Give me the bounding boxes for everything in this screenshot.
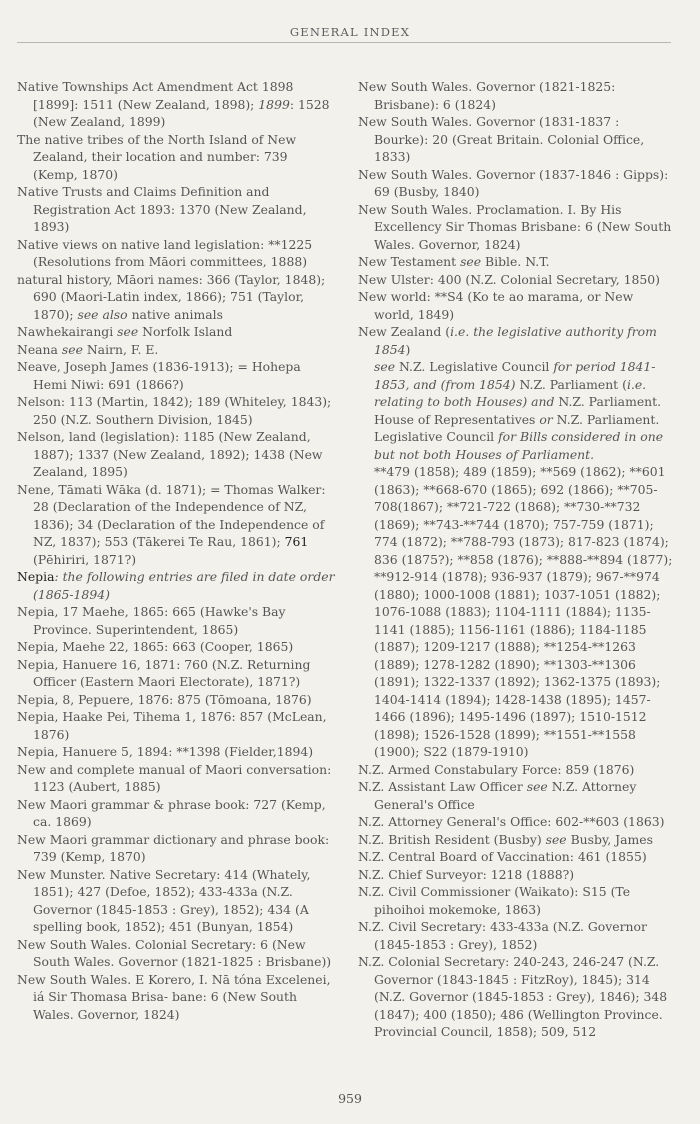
entry-text: New Maori grammar dictionary and phrase book: 739 (Kemp, 1870) [17,831,330,864]
entry-text: Bible. N.T. [481,254,550,269]
entry-text: see [374,359,396,374]
entry-text: native animals [127,306,223,322]
index-entry [17,691,335,709]
index-column-right [358,78,676,1041]
index-entry [17,936,335,971]
entry-text: New South Wales. Governor (1837-1846 : Gipps): 69 (Busby, 1840) [358,166,669,199]
index-entry [17,428,335,481]
index-entry [17,831,335,866]
index-entry [358,78,676,113]
index-entry [17,866,335,936]
entry-text: N.Z. Civil Secretary: 433-433a (N.Z. Governor (1845-1853 : Grey), 1852) [358,919,647,952]
entry-text: natural history, Māori names: 366 (Taylor, 1848); 690 (Maori-Latin index, 1866); 751 (Taylor, 1870); [17,271,326,322]
entry-italic: i.e. the legislative authority from 1854 [374,324,657,357]
entry-text: or [539,411,553,427]
index-entry [358,463,676,761]
entry-text: for Bills considered in one but not both Houses of Parliament. [374,429,664,462]
entry-text: Nelson, land (legislation): 1185 (New Zealand, 1887); 1337 (New Zealand, 1892); 1438 (New Zealand, 1895) [17,429,323,479]
entry-text: Native Townships Act Amendment Act 1898 [1899]: 1511 (New Zealand, 1898); [17,79,294,112]
entry-text: ) [405,341,411,357]
entry-text: N.Z. Civil Commissioner (Waikato): S15 (Te pihoihoi mokemoke, 1863) [358,884,631,917]
entry-text: Neave, Joseph James (1836-1913); = Hohepa Hemi Niwi: 691 (1866?) [17,359,301,392]
header-rule [17,42,671,43]
index-entry [17,656,335,691]
index-entry [17,78,335,131]
entry-bold: 761 [284,534,309,549]
entry-text: New Maori grammar & phrase book: 727 (Kemp, ca. 1869) [17,796,326,829]
index-entry [358,761,676,779]
index-entry [17,236,335,271]
entry-text: Native Trusts and Claims Definition and Registration Act 1893: 1370 (New Zealand, 1893) [17,184,307,234]
index-entry [17,796,335,831]
entry-text: New Zealand ( [358,324,451,339]
entry-text: Norfolk Island [138,324,233,339]
index-entry [17,708,335,743]
entry-text: New South Wales. Colonial Secretary: 6 (New South Wales. Governor (1821-1825 : Brisbane)) [17,936,332,969]
entry-text: : 1528 (New Zealand, 1899) [33,96,330,129]
entry-text: N.Z. British Resident (Busby) [358,831,546,847]
entry-italic: see [460,254,482,269]
entry-text: N.Z. Central Board of Vaccination: 461 (1855) [358,849,647,864]
entry-text: Native views on native land legislation: **1225 (Resolutions from Māori committees, 1888) [17,236,313,269]
page-number: 959 [338,1091,362,1106]
entry-text: N.Z. Armed Constabulary Force: 859 (1876) [358,761,635,777]
entry-text: N.Z. Parliament. House of Representatives [374,394,662,427]
index-entry [358,918,676,953]
entry-italic: see [117,324,139,339]
entry-text: New South Wales. Governor (1831-1837 : Bourke): 20 (Great Britain. Colonial Office, 1833) [358,114,645,164]
index-entry [358,813,676,831]
index-entry [358,288,676,323]
index-entry [358,866,676,884]
entry-italic: : the following entries are filed in date order (1865-1894) [33,569,335,602]
entry-text: New South Wales. E Korero, I. Nā tóna Excelenei, iá Sir Thomasa Brisa- bane: 6 (New South Wales. Governor, 1824) [17,971,331,1022]
entry-text: (Pēhiriri, 1871?) [33,551,137,567]
entry-text: Nepia, Hanuere 16, 1871: 760 (N.Z. Returning Officer (Eastern Maori Electorate), 1871?) [17,656,311,689]
entry-text: Nepia, 8, Pepuere, 1876: 875 (Tōmoana, 1876) [17,691,312,707]
entry-text: New Testament [358,254,461,269]
index-entry [358,953,676,1041]
entry-text: Neana [17,341,62,357]
entry-text: New South Wales. Proclamation. I. By His Excellency Sir Thomas Brisbane: 6 (New South Wales. Governor, 1824) [358,201,672,252]
index-entry [358,271,676,289]
running-head: GENERAL INDEX [289,25,411,39]
index-entry [17,323,335,341]
entry-text: N.Z. Colonial Secretary: 240-243, 246-247 (N.Z. Governor (1843-1845 : FitzRoy), 1845); 314 (N.Z. Governor (1845-1853 : Grey), 1846); 348 (1847); 400 (1850); 486 (Wellington Province. Provincial Council, 1858); 509, 512 [358,954,668,1039]
entry-italic: 1899 [258,96,290,112]
entry-text: i.e. relating to both Houses) [374,376,647,409]
entry-bold: Nepia [17,569,55,584]
index-entry [358,358,676,463]
index-entry [17,358,335,393]
index-entry [358,166,676,201]
entry-text: N.Z. Chief Surveyor: 1218 (1888?) [358,866,575,882]
index-entry [17,183,335,236]
entry-text: The native tribes of the North Island of New Zealand, their location and number: 739 (Kemp, 1870) [17,131,297,182]
index-column-left [17,78,335,1023]
entry-text: Nepia, Haake Pei, Tihema 1, 1876: 857 (McLean, 1876) [17,709,327,742]
entry-text: N.Z. Legislative Council [395,359,554,374]
index-entry [17,271,335,324]
index-entry [17,341,335,359]
entry-italic: see [526,779,548,794]
entry-text: New world: **S4 (Ko te ao marama, or New world, 1849) [358,289,634,322]
entry-italic: see [545,831,567,847]
index-entry [358,831,676,849]
entry-text: Nene, Tāmati Wāka (d. 1871); = Thomas Walker: 28 (Declaration of the Independence of NZ, 1836); 34 (Declaration of the Independence of NZ, 1837); 553 (Tākerei Te Rau, 1861); [17,481,326,549]
entry-text: Nepia, 17 Maehe, 1865: 665 (Hawke's Bay Province. Superintendent, 1865) [17,604,286,637]
index-entry [17,971,335,1024]
entry-text: N.Z. Parliament. Legislative Council [374,411,660,444]
entry-text: Nawhekairangi [17,324,118,339]
entry-text: New and complete manual of Maori conversation: 1123 (Aubert, 1885) [17,761,332,794]
index-entry [17,481,335,569]
index-entry [358,323,676,358]
index-entry [17,638,335,656]
index-entry [17,131,335,184]
entry-text: N.Z. Attorney General's Office: 602-**603 (1863) [358,814,665,829]
index-entry [358,778,676,813]
entry-text: **479 (1858); 489 (1859); **569 (1862); **601 (1863); **668-670 (1865); 692 (1866); **705-708(1867); **721-722 (1868); **730-**732 (1869); **743-**744 (1870); 757-759 (1871); 774 (1872); **788-793 (1873); 817-823 (1874); 836 (1875?); **858 (1876); **888-**894 (1877); **912-914 (1878); 936-937 (1879); 967-**974 (1880); 1000-1008 (1881); 1037-1051 (1882); 1076-1088 (1883); 1104-1111 (1884); 1135-1141 (1885); 1156-1161 (1886); 1184-1185 (1887); 1209-1217 (1888); **1254-**1263 (1889); 1278-1282 (1890); **1303-**1306 (1891); 1322-1337 (1892); 1362-1375 (1893); 1404-1414 (1894); 1428-1438 (1895); 1457-1466 (1896); 1495-1496 (1897); 1510-1512 (1898); 1526-1528 (1899); **1551-**1558 (1900); S22 (1879-1910) [374,464,673,759]
entry-text: N.Z. Parliament ( [515,376,627,392]
index-entry [358,848,676,866]
entry-text: Nepia, Hanuere 5, 1894: **1398 (Fielder,1894) [17,744,314,759]
index-entry [358,113,676,166]
entry-text: Busby, James [566,831,653,847]
entry-text: Nairn, F. E. [82,341,159,357]
entry-text: New Munster. Native Secretary: 414 (Whately, 1851); 427 (Defoe, 1852); 433-433a (N.Z. Governor (1845-1853 : Grey), 1852); 434 (A spelling book, 1852); 451 (Bunyan, 1854) [17,866,311,934]
entry-text: Nepia, Maehe 22, 1865: 663 (Cooper, 1865) [17,639,294,654]
index-entry [358,883,676,918]
entry-text: N.Z. Assistant Law Officer [358,779,527,794]
index-entry [358,253,676,271]
entry-text: New Ulster: 400 (N.Z. Colonial Secretary, 1850) [358,271,661,287]
entry-text: New South Wales. Governor (1821-1825: Brisbane): 6 (1824) [358,79,616,112]
entry-italic: see [61,341,83,357]
index-entry [17,393,335,428]
entry-italic: see also [77,306,128,322]
entry-text: and [531,394,555,409]
index-entry [17,743,335,761]
entry-text: N.Z. Attorney General's Office [374,779,637,812]
index-entry [17,568,335,603]
index-entry [358,201,676,254]
entry-text: Nelson: 113 (Martin, 1842); 189 (Whiteley, 1843); 250 (N.Z. Southern Division, 1845) [17,394,332,427]
index-entry [17,603,335,638]
entry-text: for period 1841-1853, and (from 1854) [374,359,656,392]
index-entry [17,761,335,796]
